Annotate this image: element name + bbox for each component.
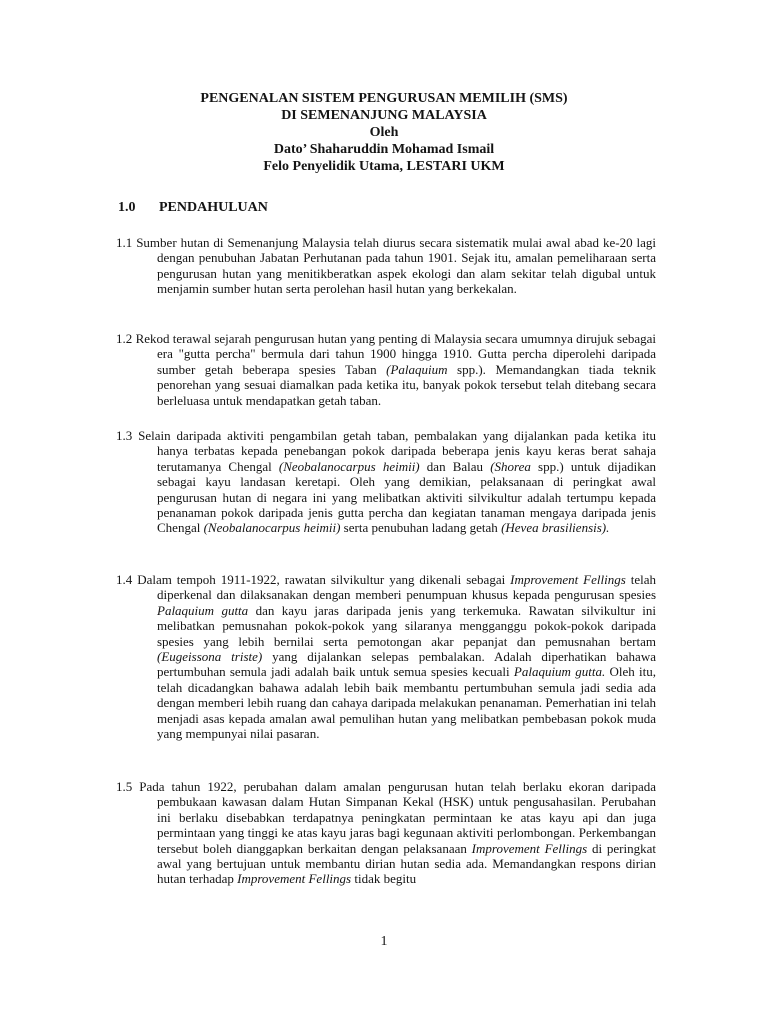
term-italic: Improvement Fellings <box>237 871 352 887</box>
paragraph-text: dan Balau <box>419 458 491 474</box>
title-line-2: DI SEMENANJUNG MALAYSIA <box>281 108 487 123</box>
species-name: (Neobalanocarpus heimii) <box>278 458 420 474</box>
paragraph-text: spp.). Memandangkan tiada teknik penorehan yang sesuai diamalkan pada ketika itu, banyak pokok tersebut telah ditebang secara berleluasa untuk mendapatkan getah taban. <box>157 361 657 408</box>
paragraph-1-4 <box>116 572 656 741</box>
species-name: Palaquium gutta. <box>513 664 606 680</box>
species-name: (Eugeissona triste) <box>157 649 263 665</box>
paragraph-text: serta penubuhan ladang getah <box>340 520 502 536</box>
paragraph-text: Selain daripada aktiviti pengambilan getah taban, pembalakan yang dijalankan pada ketika itu hanya terbatas kepada penebangan pokok daripada beberapa jenis kayu keras berat sahaja terutamanya Chengal <box>138 428 657 474</box>
title-line-3: Oleh <box>369 125 399 140</box>
species-name: (Hevea brasiliensis). <box>501 520 610 536</box>
paragraph-number: 1.4 <box>116 572 133 587</box>
paragraph-text: Oleh itu, telah dicadangkan bahawa adalah lebih baik membantu pertumbuhan semula jadi sedia ada dengan memberi lebih ruang dan cahaya daripada melakukan penanaman. Pemerhatian ini telah menjadi asas kepada amalan awal pemulihan hutan yang melibatkan pembebasan pokok muda yang mempunyai nilai pasaran. <box>157 664 656 742</box>
paragraph-1-5 <box>116 779 656 887</box>
paragraph-text: telah diperkenal dan dilaksanakan dengan memberi penumpuan khusus kepada pengurusan spesies <box>157 572 656 603</box>
paragraph-text: Rekod terawal sejarah pengurusan hutan yang penting di Malaysia secara umumnya dirujuk sebagai era "gutta percha" bermula dari tahun 1900 hingga 1910. Gutta percha diperolehi daripada sumber getah beberapa spesies Taban <box>135 331 657 377</box>
term-italic: Improvement Fellings <box>471 840 588 856</box>
paragraph-text: spp.) untuk dijadikan sebagai kayu landasan keretapi. Oleh yang demikian, pelaksanaan di peringkat awal pengurusan hutan di negara ini yang melibatkan aktiviti silvikultur adalah tertumpu kepada penanaman pokok daripada jenis gutta percha dan kegiatan tanaman mengaya daripada jenis Chengal <box>157 458 656 536</box>
paragraph-number: 1.1 <box>116 235 133 250</box>
paragraph-1-1 <box>116 235 656 297</box>
paragraph-number: 1.3 <box>116 428 133 443</box>
section-title: PENDAHULUAN <box>159 200 268 215</box>
paragraph-text: yang dijalankan selepas pembalakan. Adalah diperhatikan bahawa pertumbuhan semula jadi adalah baik untuk semua spesies kecuali <box>157 649 656 680</box>
paragraph-text: tidak begitu <box>351 871 417 887</box>
page-number: 1 <box>380 934 388 949</box>
title-affiliation: Felo Penyelidik Utama, LESTARI UKM <box>263 159 505 174</box>
title-line-1: PENGENALAN SISTEM PENGURUSAN MEMILIH (SMS) <box>200 91 568 106</box>
paragraph-text: Dalam tempoh 1911-1922, rawatan silvikultur yang dikenali sebagai <box>137 572 511 587</box>
term-italic: Improvement Fellings <box>510 572 626 587</box>
title-author: Dato’ Shaharuddin Mohamad Ismail <box>273 142 495 157</box>
paragraph-text: Pada tahun 1922, perubahan dalam amalan pengurusan hutan telah berlaku ekoran daripada pembukaan kawasan dalam Hutan Simpanan Kekal (HSK) untuk pengusahasilan. Perubahan ini berlaku disebabkan terdapatnya peningkatan permintaan ke atas kayu api dan juga permintaan yang tinggi ke atas kayu jaras bagi kegunaan aktiviti perlombongan. Perkembangan tersebut boleh dianggapkan berkaitan dengan pelaksanaan <box>139 779 657 856</box>
paragraph-text: Sumber hutan di Semenanjung Malaysia telah diurus secara sistematik mulai awal abad ke-20 lagi dengan penubuhan Jabatan Perhutanan pada tahun 1901. Sejak itu, amalan pemeliharaan serta pengurusan hutan yang menitikberatkan aspek ekologi dan alam sekitar telah digubal untuk menjamin sumber hutan serta perolehan hasil hutan yang berkekalan. <box>136 235 657 297</box>
section-heading <box>118 200 268 216</box>
paragraph-text: di peringkat awal yang bertujuan untuk membantu dirian hutan sedia ada. Memandangkan respons dirian hutan terhadap <box>157 840 656 887</box>
paragraph-1-2 <box>116 331 656 408</box>
species-name: (Palaquium <box>386 361 448 377</box>
section-number: 1.0 <box>118 200 136 215</box>
document-title-block <box>0 90 768 175</box>
species-name: (Neobalanocarpus heimii) <box>203 520 341 536</box>
paragraph-1-3 <box>116 428 656 536</box>
paragraph-number: 1.2 <box>116 331 133 346</box>
species-name: (Shorea <box>490 458 531 474</box>
paragraph-text: dan kayu jaras daripada jenis yang terkemuka. Rawatan silvikultur ini melibatkan pemusnahan pokok-pokok yang silaranya mengganggu pokok-pokok daripada spesies yang lebih bernilai serta pemotongan akar pepanjat dan pemusnahan bertam <box>157 602 656 649</box>
species-name: Palaquium gutta <box>157 602 249 618</box>
paragraph-number: 1.5 <box>116 779 133 794</box>
